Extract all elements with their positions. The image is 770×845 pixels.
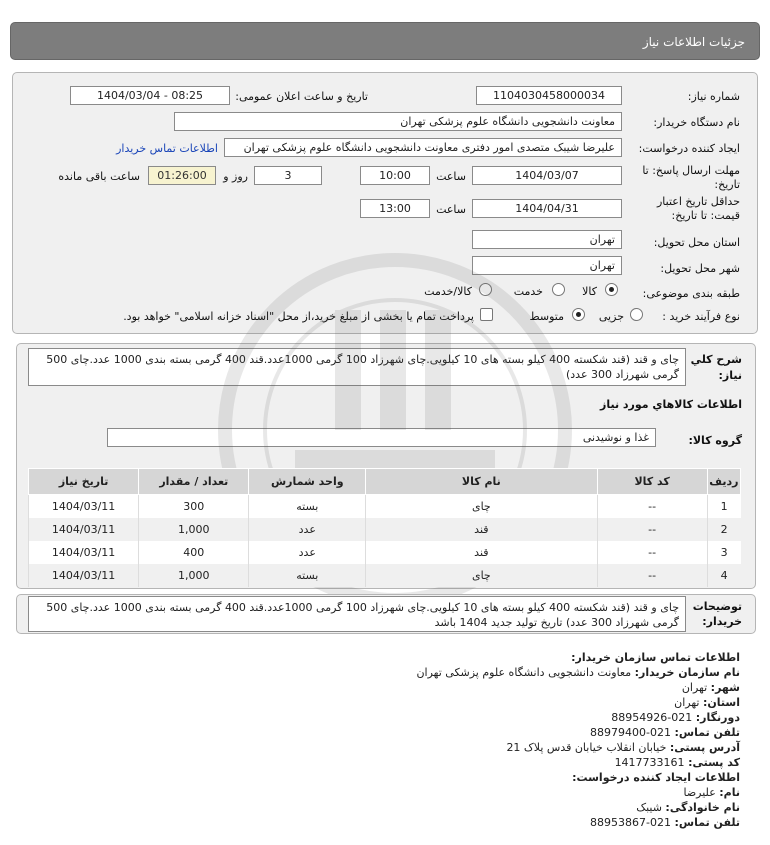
deadline-label-1: مهلت ارسال پاسخ: تا <box>642 164 740 177</box>
cell-date: 1404/03/11 <box>29 495 139 518</box>
category-both-radio[interactable] <box>479 283 492 296</box>
goods-table-header <box>29 469 741 495</box>
col-row: ردیف <box>707 469 740 495</box>
cell-name: قند <box>366 541 597 564</box>
cell-date: 1404/03/11 <box>29 541 139 564</box>
category-goods-radio[interactable] <box>605 283 618 296</box>
table-row <box>29 495 741 518</box>
process-partial-radio[interactable] <box>630 308 643 321</box>
validity-date-field: 1404/04/31 <box>472 199 622 218</box>
process-label: نوع فرآیند خرید : <box>662 310 740 323</box>
cell-row: 3 <box>707 541 740 564</box>
announce-label: تاریخ و ساعت اعلان عمومی: <box>235 90 368 103</box>
buyer-org-label: نام دستگاه خریدار: <box>653 116 740 129</box>
col-unit: واحد شمارش <box>249 469 366 495</box>
deadline-date-field: 1404/03/07 <box>472 166 622 185</box>
goods-section-title: اطلاعات کالاهاي مورد نیاز <box>600 398 742 411</box>
cell-date: 1404/03/11 <box>29 518 139 541</box>
process-medium-radio[interactable] <box>572 308 585 321</box>
goods-table <box>28 468 741 587</box>
buyer-desc-label-1: توضیحات <box>692 600 742 613</box>
contact-info <box>30 650 740 830</box>
cell-name: قند <box>366 518 597 541</box>
col-qty: تعداد / مقدار <box>139 469 249 495</box>
remaining-label: ساعت باقی مانده <box>58 170 140 183</box>
need-summary-text: چای و قند (قند شکسته 400 کیلو بسته های 10 کیلویی.چای شهرزاد 100 گرمی 1000عدد.قند 400 گرمی بسته بندی 1000 عدد.چای 500 گرمی شهرزاد 300 عدد) <box>28 348 686 386</box>
contact-phone: 021-88979400 <box>590 726 672 739</box>
contact-city: تهران <box>681 681 708 694</box>
province-label: استان محل تحویل: <box>653 236 740 249</box>
contact-title: اطلاعات تماس سازمان خریدار: <box>571 651 740 664</box>
cell-qty: 1,000 <box>139 518 249 541</box>
contact-province-label: استان: <box>703 696 740 709</box>
table-row <box>29 518 741 541</box>
need-number-field: 1104030458000034 <box>476 86 622 105</box>
cell-qty: 300 <box>139 495 249 518</box>
col-name: نام کالا <box>366 469 597 495</box>
creator-field: علیرضا شیبک متصدی امور دفتری معاونت دانشجویی دانشگاه علوم پزشکی تهران <box>224 138 622 157</box>
cell-date: 1404/03/11 <box>29 564 139 587</box>
buyer-desc-label-2: خریدار: <box>702 615 742 628</box>
buyer-contact-link[interactable]: اطلاعات تماس خریدار <box>116 142 218 155</box>
col-date: تاریخ نیاز <box>29 469 139 495</box>
contact-province: تهران <box>674 696 700 709</box>
category-label: طبقه بندی موضوعی: <box>642 287 740 300</box>
validity-label-1: حداقل تاریخ اعتبار <box>656 195 740 208</box>
cell-unit: عدد <box>249 518 366 541</box>
category-service-radio[interactable] <box>552 283 565 296</box>
creator-name-label: نام: <box>719 786 740 799</box>
deadline-label-2: تاریخ: <box>714 178 740 191</box>
contact-address: خیابان انقلاب خیابان قدس پلاک 21 <box>506 741 667 754</box>
cell-unit: بسته <box>249 495 366 518</box>
deadline-time-label: ساعت <box>436 170 466 183</box>
contact-org-label: نام سازمان خریدار: <box>634 666 740 679</box>
buyer-org-field: معاونت دانشجویی دانشگاه علوم پزشکی تهران <box>174 112 622 131</box>
category-goods-label: کالا <box>582 285 597 298</box>
col-code: کد کالا <box>597 469 707 495</box>
category-both-label: کالا/خدمت <box>424 285 472 298</box>
cell-row: 1 <box>707 495 740 518</box>
creator-name: علیرضا <box>683 786 716 799</box>
buyer-desc-text: چای و قند (قند شکسته 400 کیلو بسته های 10 کیلویی.چای شهرزاد 100 گرمی 1000عدد.قند 400 گرمی بسته بندی 1000 عدد.چای 500 گرمی شهرزاد 300 عدد) تاریخ تولید جدید 1404 باشد <box>28 596 686 632</box>
creator-family: شیبک <box>636 801 662 814</box>
cell-code: -- <box>597 564 707 587</box>
contact-postal-label: کد پستی: <box>688 756 740 769</box>
cell-qty: 1,000 <box>139 564 249 587</box>
validity-label-2: قیمت: تا تاریخ: <box>671 209 740 222</box>
creator-phone-label: تلفن تماس: <box>674 816 740 829</box>
cell-name: چای <box>366 495 597 518</box>
cell-code: -- <box>597 495 707 518</box>
city-field: تهران <box>472 256 622 275</box>
cell-unit: عدد <box>249 541 366 564</box>
cell-code: -- <box>597 518 707 541</box>
category-service-label: خدمت <box>513 285 543 298</box>
treasury-payment-note: پرداخت تمام یا بخشی از مبلغ خرید،از محل "اسناد خزانه اسلامی" خواهد بود. <box>123 310 474 323</box>
deadline-time-field: 10:00 <box>360 166 430 185</box>
summary-label-2: نیاز: <box>718 369 742 382</box>
need-number-label: شماره نیاز: <box>687 90 740 103</box>
contact-phone-label: تلفن تماس: <box>674 726 740 739</box>
creator-label: ایجاد کننده درخواست: <box>638 142 740 155</box>
page-header <box>10 22 760 60</box>
cell-row: 4 <box>707 564 740 587</box>
table-row <box>29 564 741 587</box>
days-field: 3 <box>254 166 322 185</box>
province-field: تهران <box>472 230 622 249</box>
cell-code: -- <box>597 541 707 564</box>
creator-phone: 021-88953867 <box>590 816 672 829</box>
cell-row: 2 <box>707 518 740 541</box>
creator-info-title: اطلاعات ایجاد کننده درخواست: <box>572 771 740 784</box>
page-title: جزئیات اطلاعات نیاز <box>642 35 745 49</box>
process-medium-label: متوسط <box>529 310 564 323</box>
goods-group-label: گروه کالا: <box>688 434 742 447</box>
validity-time-label: ساعت <box>436 203 466 216</box>
treasury-payment-checkbox[interactable] <box>480 308 493 321</box>
remaining-time-field: 01:26:00 <box>148 166 216 185</box>
contact-org: معاونت دانشجویی دانشگاه علوم پزشکی تهران <box>416 666 632 679</box>
contact-fax-label: دورنگار: <box>695 711 740 724</box>
cell-unit: بسته <box>249 564 366 587</box>
cell-qty: 400 <box>139 541 249 564</box>
days-and-label: روز و <box>223 170 248 183</box>
contact-city-label: شهر: <box>710 681 740 694</box>
goods-group-field: غذا و نوشیدنی <box>107 428 656 447</box>
contact-postal: 1417733161 <box>614 756 685 769</box>
announce-field: 1404/03/04 - 08:25 <box>70 86 230 105</box>
table-row <box>29 541 741 564</box>
city-label: شهر محل تحویل: <box>660 262 740 275</box>
contact-address-label: آدرس پستی: <box>669 741 740 754</box>
validity-time-field: 13:00 <box>360 199 430 218</box>
cell-name: چای <box>366 564 597 587</box>
process-partial-label: جزیی <box>598 310 624 323</box>
summary-label-1: شرح کلي <box>690 353 742 366</box>
contact-fax: 021-88954926 <box>611 711 693 724</box>
creator-family-label: نام خانوادگی: <box>665 801 740 814</box>
